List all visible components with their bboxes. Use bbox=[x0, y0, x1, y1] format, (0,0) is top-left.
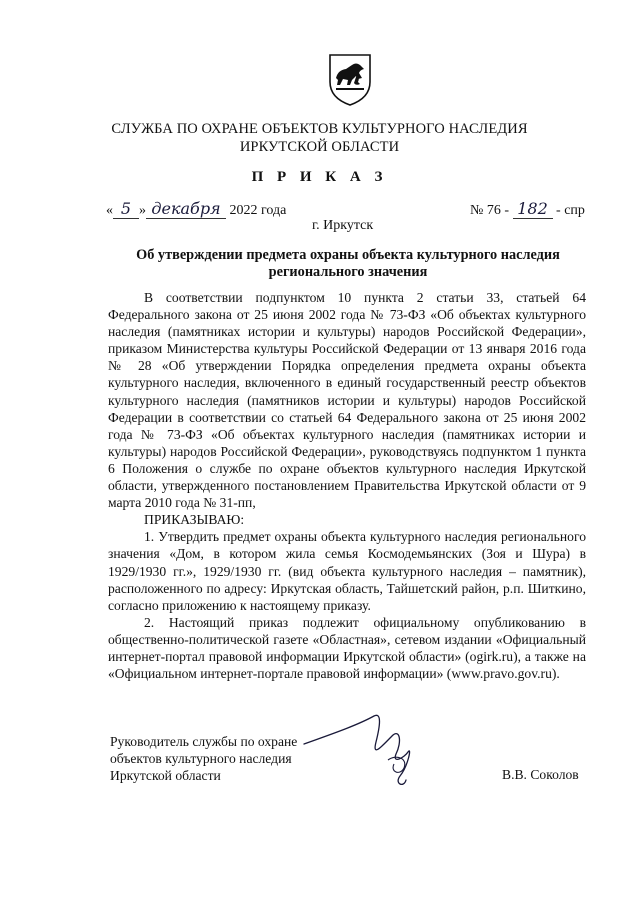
date-close-quote: » bbox=[139, 203, 146, 218]
signatory-position bbox=[110, 733, 297, 784]
document-number bbox=[470, 199, 585, 219]
subject-line2: регионального значения bbox=[268, 264, 428, 280]
signatory-name: В.В. Соколов bbox=[502, 767, 579, 782]
position-line3: Иркутской области bbox=[110, 768, 221, 783]
preamble-paragraph: В соответствии подпунктом 10 пункта 2 статьи 33, статьей 64 Федерального закона от 25 июня 2002 года № 73-ФЗ «Об объектах культурного наследия (памятниках истории и культуры) народов Российской Федерации», приказом Министерства культуры Российской Федерации от 13 января 2016 года № 28 «Об утверждении Порядка определения предмета охраны объекта культурного наследия, включенного в единый государственный реестр объектов культурного наследия (памятников истории и культуры) народов Российской Федерации в соответствии со статьей 64 Федерального закона от 25 июня 2002 года № 73-ФЗ «Об объектах культурного наследия (памятниках истории и культуры) народов Российской Федерации», руководствуясь подпунктом 1 пункта 6 Положения о службе по охране объектов культурного наследия Иркутской области, утвержденного постановлением Правительства Иркутской области от 9 марта 2010 года № 31-пп, bbox=[108, 290, 586, 511]
handwritten-signature bbox=[296, 706, 446, 806]
document-city: г. Иркутск bbox=[312, 218, 374, 233]
order-word: ПРИКАЗЫВАЮ: bbox=[144, 512, 245, 528]
document-date bbox=[106, 199, 286, 219]
date-open-quote: « bbox=[106, 203, 113, 218]
position-line1: Руководитель службы по охране bbox=[110, 734, 298, 749]
organization-name-line1: СЛУЖБА ПО ОХРАНЕ ОБЪЕКТОВ КУЛЬТУРНОГО НАСЛЕДИЯ bbox=[111, 121, 528, 137]
item-2-paragraph: 2. Настоящий приказ подлежит официальному опубликованию в общественно-политической газете «Областная», сетевом издании «Официальный интернет-портал правовой информации Иркутской области» (ogirk.ru), а также на «Официальном интернет-портале правовой информации» (www.pravo.gov.ru). bbox=[108, 614, 586, 682]
subject-line1: Об утверждении предмета охраны объекта культурного наследия bbox=[136, 247, 560, 263]
document-subject bbox=[110, 247, 586, 281]
position-line2: объектов культурного наследия bbox=[110, 751, 292, 766]
number-prefix: № 76 - bbox=[470, 203, 510, 218]
number-value: 182 bbox=[513, 199, 553, 219]
organization-name-line2: ИРКУТСКОЙ ОБЛАСТИ bbox=[239, 139, 400, 155]
date-year: 2022 года bbox=[229, 203, 287, 218]
number-suffix: - спр bbox=[556, 203, 585, 218]
document-title: П Р И К А З bbox=[251, 169, 388, 185]
date-day: 5 bbox=[113, 199, 139, 219]
date-month: декабря bbox=[146, 199, 226, 219]
document-body bbox=[108, 289, 586, 682]
coat-of-arms-emblem bbox=[326, 52, 374, 108]
item-1-paragraph: 1. Утвердить предмет охраны объекта культурного наследия регионального значения «Дом, в котором жила семья Космодемьянских (Зоя и Шура) в 1929/1930 гг.», 1929/1930 гг. (вид объекта культурного наследия – памятник), расположенного по адресу: Иркутская область, Тайшетский район, р.п. Шиткино, согласно приложению к настоящему приказу. bbox=[108, 529, 586, 613]
